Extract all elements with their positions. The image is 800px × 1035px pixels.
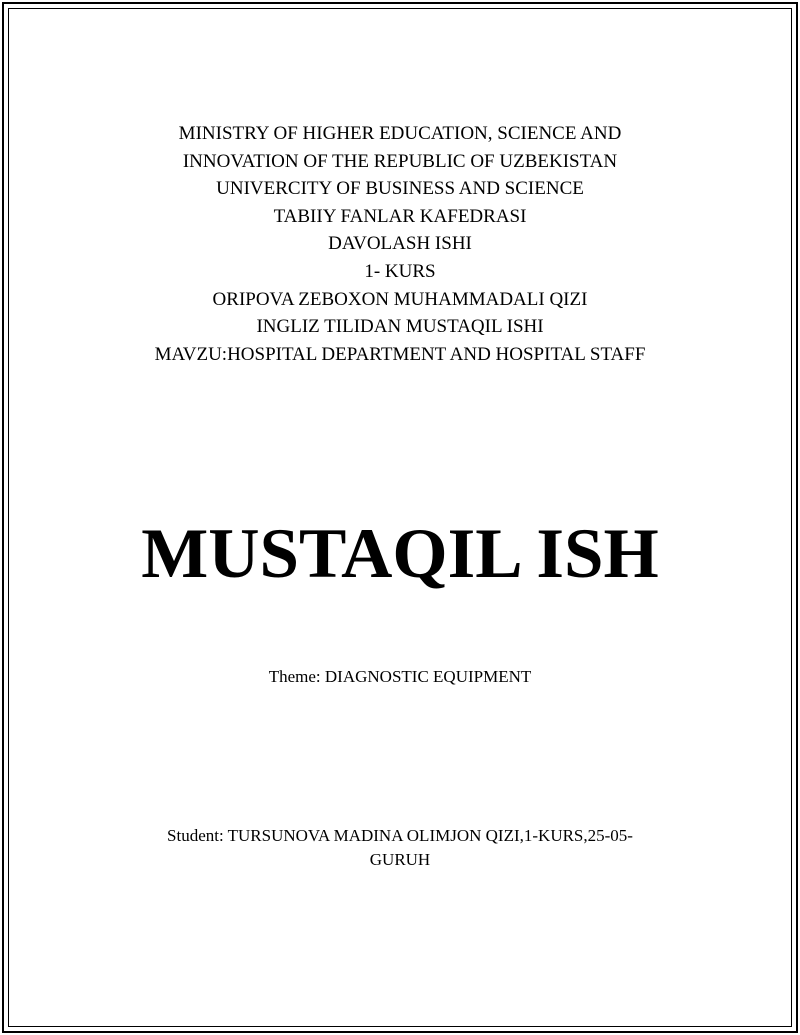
student-info (100, 824, 700, 872)
student-line-2: GURUH (369, 850, 431, 869)
document-title: MUSTAQIL ISH (141, 515, 659, 593)
ministry-line-2: INNOVATION OF THE REPUBLIC OF UZBEKISTAN (182, 150, 618, 172)
theme-line: Theme: DIAGNOSTIC EQUIPMENT (268, 667, 532, 686)
department-name: TABIIY FANLAR KAFEDRASI (273, 205, 527, 227)
ministry-line-1: MINISTRY OF HIGHER EDUCATION, SCIENCE AND (178, 123, 622, 144)
work-type: INGLIZ TILIDAN MUSTAQIL ISHI (256, 316, 544, 338)
student-line-1: Student: TURSUNOVA MADINA OLIMJON QIZI,1-KURS,25-05- (167, 826, 633, 845)
author-name: ORIPOVA ZEBOXON MUHAMMADALI QIZI (212, 288, 588, 310)
institution-header (60, 120, 740, 368)
course-year: 1- KURS (364, 260, 436, 282)
university-name: UNIVERCITY OF BUSINESS AND SCIENCE (216, 178, 584, 200)
faculty-name: DAVOLASH ISHI (328, 233, 472, 255)
work-topic: MAVZU:HOSPITAL DEPARTMENT AND HOSPITAL STAFF (154, 343, 646, 365)
